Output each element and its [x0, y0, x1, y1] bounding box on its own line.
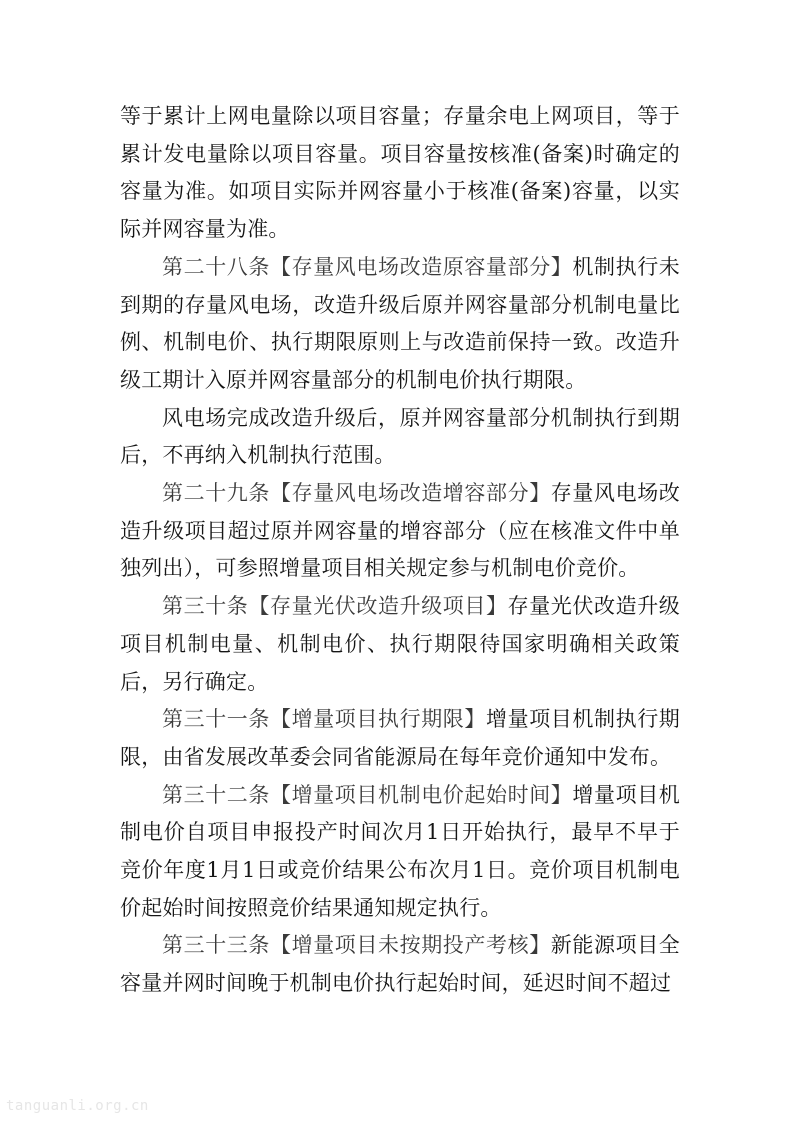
article-text: 存量光伏改造升级项目机制电量、机制电价、执行期限待国家明确相关政策后，另行确定。 — [120, 594, 680, 694]
document-body — [120, 98, 680, 1003]
paragraph-text: 等于累计上网电量除以项目容量；存量余电上网项目，等于累计发电量除以项目容量。项目容量按核准(备案)时确定的容量为准。如项目实际并网容量小于核准(备案)容量，以实际并网容量为准。 — [120, 104, 680, 242]
article-heading: 第二十八条【存量风电场改造原容量部分】 — [162, 254, 573, 279]
article-28-supplement — [120, 400, 680, 475]
article-28 — [120, 249, 680, 400]
article-32 — [120, 777, 680, 928]
article-30 — [120, 588, 680, 701]
article-31 — [120, 701, 680, 776]
article-text: 增量项目机制电价自项目申报投产时间次月1日开始执行，最早不早于竞价年度1月1日或竞价结果公布次月1日。竞价项目机制电价起始时间按照竞价结果通知规定执行。 — [120, 782, 680, 920]
article-text: 增量项目机制执行期限，由省发展改革委会同省能源局在每年竞价通知中发布。 — [120, 707, 680, 769]
article-heading: 第三十条【存量光伏改造升级项目】 — [162, 594, 508, 619]
paragraph-continuation — [120, 98, 680, 249]
article-text: 机制执行未到期的存量风电场，改造升级后原并网容量部分机制电量比例、机制电价、执行期限原则上与改造前保持一致。改造升级工期计入原并网容量部分的机制电价执行期限。 — [120, 254, 680, 392]
article-text: 存量风电场改造升级项目超过原并网容量的增容部分（应在核准文件中单独列出），可参照增量项目相关规定参与机制电价竞价。 — [120, 481, 680, 581]
site-watermark: tanguanli.org.cn — [6, 1098, 149, 1114]
article-29 — [120, 475, 680, 588]
article-heading: 第三十一条【增量项目执行期限】 — [162, 707, 486, 732]
article-heading: 第二十九条【存量风电场改造增容部分】 — [162, 481, 551, 506]
article-heading: 第三十三条【增量项目未按期投产考核】 — [162, 933, 551, 958]
article-33 — [120, 927, 680, 1002]
article-text: 新能源项目全容量并网时间晚于机制电价执行起始时间，延迟时间不超过 — [120, 933, 680, 996]
paragraph-text: 风电场完成改造升级后，原并网容量部分机制执行到期后，不再纳入机制执行范围。 — [120, 405, 680, 468]
article-heading: 第三十二条【增量项目机制电价起始时间】 — [162, 782, 573, 807]
